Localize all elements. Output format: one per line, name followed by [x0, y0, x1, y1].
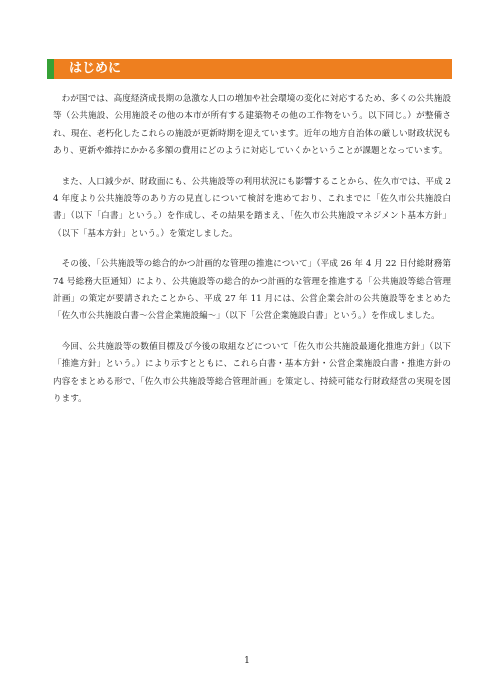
section-title: はじめに	[69, 61, 122, 76]
paragraph-3: その後、「公共施設等の総合的かつ計画的な管理の推進について」（平成 26 年 4 月 22 日付総財務第 74 号総務大臣通知）により、公共施設等の総合的かつ計画的な管理を推進する「公共施設等総合管理計画」の策定が要請されたことから、平成 27 年 11 月には、公営企業会計の公共施設等をまとめた「佐久市公共施設白書～公営企業施設編～」（以下「公営企業施設白書」という。）を作成しました。	[53, 259, 451, 322]
page-number: 1	[244, 656, 250, 666]
paragraph-2: また、人口減少が、財政面にも、公共施設等の利用状況にも影響することから、佐久市では、平成 24 年度より公共施設等のあり方の見直しについて検討を進めており、これまでに「佐久市公共施設白書」（以下「白書」という。）を作成し、その結果を踏まえ、「佐久市公共施設マネジメント基本方針」（以下「基本方針」という。）を策定しました。	[53, 176, 451, 239]
heading-accent-mark	[47, 59, 54, 79]
paragraph-4: 今回、公共施設等の数値目標及び今後の取組などについて「佐久市公共施設最適化推進方針」（以下「推進方針」という。）により示すとともに、これら白書・基本方針・公営企業施設白書・推進方針の内容をまとめる形で、「佐久市公共施設等総合管理計画」を策定し、持続可能な行財政経営の実現を図ります。	[53, 341, 451, 405]
paragraph-1: わが国では、高度経済成長期の急激な人口の増加や社会環境の変化に対応するため、多くの公共施設等（公共施設、公用施設その他の本市が所有する建築物その他の工作物をいう。以下同じ。）が整備され、現在、老朽化したこれらの施設が更新時期を迎えています。近年の地方自治体の厳しい財政状況もあり、更新や維持にかかる多額の費用にどのように対応していくかということが課題となっています。	[53, 94, 451, 157]
section-heading-bar	[47, 59, 452, 79]
body-text	[53, 91, 451, 422]
